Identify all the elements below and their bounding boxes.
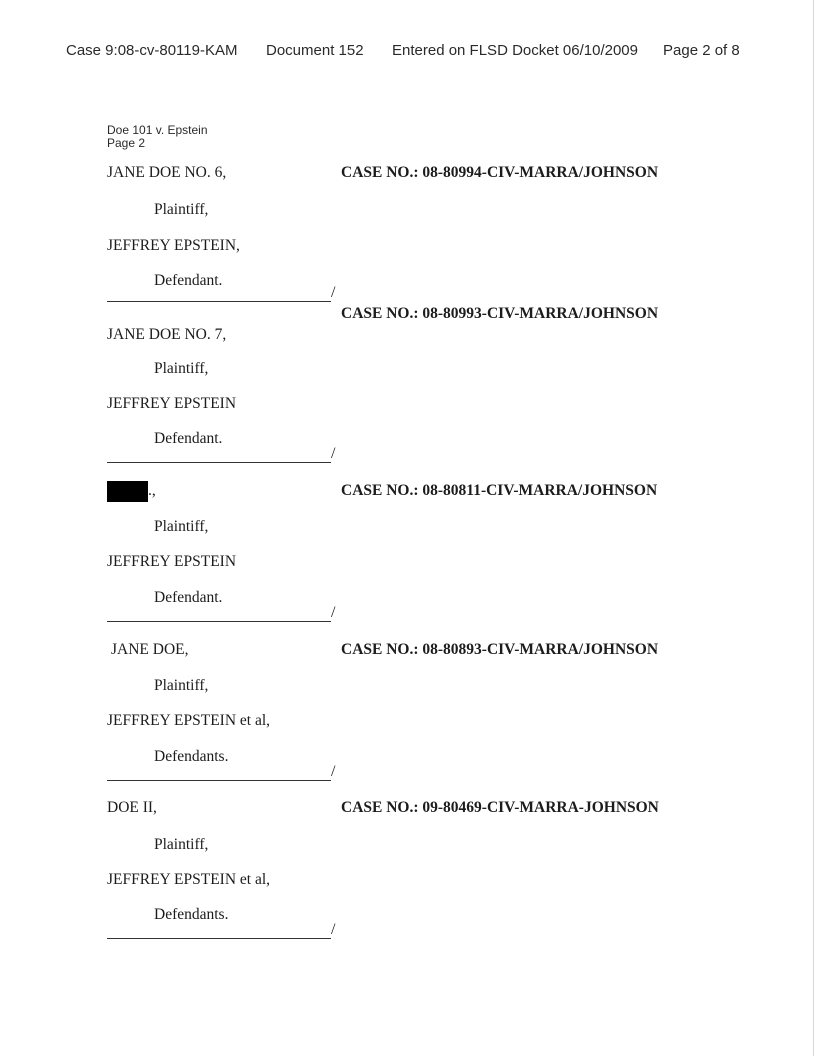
case-number: CASE NO.: 08-80811-CIV-MARRA/JOHNSON — [341, 482, 658, 499]
docket-header — [66, 42, 740, 59]
caption-slash: / — [331, 445, 336, 462]
plaintiff-name: JANE DOE NO. 6, — [107, 164, 227, 181]
case-number: CASE NO.: 08-80993-CIV-MARRA/JOHNSON — [341, 305, 659, 322]
page-edge — [813, 0, 814, 1056]
plaintiff-name: JANE DOE, — [111, 641, 189, 658]
case-number: CASE NO.: 08-80994-CIV-MARRA/JOHNSON — [341, 164, 659, 181]
defendant-label: Defendant. — [154, 589, 223, 606]
caption-slash: / — [331, 284, 336, 301]
defendant-label: Defendant. — [154, 272, 223, 289]
plaintiff-label: Plaintiff, — [154, 518, 209, 535]
redaction-box — [107, 481, 148, 502]
plaintiff-label: Plaintiff, — [154, 201, 209, 218]
caption-rule — [107, 938, 331, 939]
defendant-name: JEFFREY EPSTEIN et al, — [107, 712, 271, 729]
caption-rule — [107, 301, 331, 302]
defendant-name: JEFFREY EPSTEIN — [107, 553, 237, 570]
case-number: CASE NO.: 09-80469-CIV-MARRA-JOHNSON — [341, 799, 659, 816]
header-page-number: Page 2 of 8 — [663, 42, 740, 59]
running-head-page: Page 2 — [107, 136, 146, 150]
caption-slash: / — [331, 921, 336, 938]
caption-slash: / — [331, 763, 336, 780]
header-document-number: Document 152 — [266, 42, 364, 59]
caption-slash: / — [331, 604, 336, 621]
running-head-title: Doe 101 v. Epstein — [107, 123, 208, 137]
defendant-label: Defendants. — [154, 748, 229, 765]
caption-rule — [107, 621, 331, 622]
defendant-name: JEFFREY EPSTEIN — [107, 395, 237, 412]
caption-rule — [107, 462, 331, 463]
caption-rule — [107, 780, 331, 781]
plaintiff-label: Plaintiff, — [154, 677, 209, 694]
plaintiff-name: ., — [148, 482, 156, 499]
defendant-name: JEFFREY EPSTEIN, — [107, 237, 240, 254]
header-entered-date: Entered on FLSD Docket 06/10/2009 — [392, 42, 638, 59]
case-number: CASE NO.: 08-80893-CIV-MARRA/JOHNSON — [341, 641, 659, 658]
plaintiff-name: JANE DOE NO. 7, — [107, 326, 227, 343]
defendant-label: Defendants. — [154, 906, 229, 923]
plaintiff-name: DOE II, — [107, 799, 157, 816]
defendant-label: Defendant. — [154, 430, 223, 447]
plaintiff-label: Plaintiff, — [154, 360, 209, 377]
header-case-number: Case 9:08-cv-80119-KAM — [66, 42, 238, 59]
defendant-name: JEFFREY EPSTEIN et al, — [107, 871, 271, 888]
plaintiff-label: Plaintiff, — [154, 836, 209, 853]
running-head — [107, 124, 208, 150]
